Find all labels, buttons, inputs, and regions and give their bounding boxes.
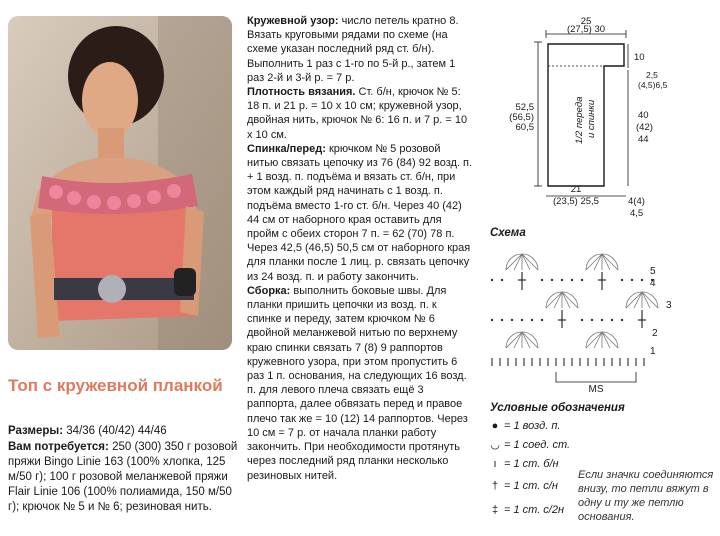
dim-total: 52,5 [515,102,534,113]
dim-armhole-last: 4,5 [630,208,644,219]
single-crochet-icon: ı [493,458,497,470]
instruction-label: Кружевной узор: [247,15,339,27]
materials-block [8,440,242,515]
legend-item [488,420,560,432]
instruction-paragraph [247,85,473,142]
pattern-label-1: 1/2 переда [574,96,585,144]
fan-row-3 [546,292,658,308]
treble-crochet-icon: ‡ [491,504,499,516]
legend-text: = 1 соед. ст. [504,439,571,451]
fan-row-5 [506,254,618,270]
pattern-label-2: и спинки [586,99,597,138]
base-row [492,358,644,366]
legend-text: = 1 ст. с/2н [504,504,565,516]
row-number: 3 [666,300,672,311]
legend-note: Если значки соединяются внизу, то петли вяжут в одну и ту же петлю основания. [578,469,714,523]
schema-label: Схема [490,227,526,239]
dim-bottom-sizes: (23,5) 25,5 [553,196,599,207]
legend-title: Условные обозначения [490,402,625,414]
stitch-chart [478,240,718,400]
legend-item [488,480,558,492]
slip-stitch-icon: ◡ [490,439,500,451]
dim-notch: 2,5 [646,70,658,80]
legend-text: = 1 возд. п. [504,420,561,432]
legend-item [488,458,559,470]
dim-top: 25 [580,16,592,27]
dim-armhole: 4(4) [628,196,645,207]
instruction-paragraph [247,142,473,284]
chain-row-4 [491,279,653,281]
dim-bottom: 21 [570,184,582,195]
dim-total-last: 60,5 [515,122,534,133]
instruction-text: крючком № 5 розовой нитью связать цепочку из 76 (84) 92 возд. п. + 1 возд. п. подъёма и вязать ст. б/н, при этом каждый ряд начинать с 1 возд. п. подъёма вместо 1-го ст. б/н. Через 40 (42) 44 см от наборного края оставить для пройм с обеих сторон 7 п. = 62 (70) 78 п. Через 42,5 (46,5) 50,5 см от наборного края для планки после 1 лиц. р. связать цепочку из 24 возд. п. и работу закончить. [247,142,473,283]
model-photo [8,16,232,350]
instruction-label: Сборка: [247,284,291,297]
instruction-paragraph [247,284,473,483]
legend-item [488,504,564,516]
legend-text: = 1 ст. б/н [504,458,559,470]
legend-text: = 1 ст. с/н [504,480,558,492]
dim-notch-sizes: (4,5)6,5 [638,80,668,90]
sizes-value: 34/36 (40/42) 44/46 [66,425,167,437]
instruction-text: число петель кратно 8. Вязать круговыми рядами по схеме (на схеме указан последний ряд ст. б/н). Выполнить 1 раз с 1-го по 5-й р., затем 1 раз 2-й и 3-й р. = 7 р. [247,15,459,84]
chain-row-2 [491,319,623,321]
repeat-label: MS [588,384,604,395]
row-number: 1 [650,346,656,357]
instruction-paragraph [247,14,473,85]
dim-side-last: 44 [638,134,649,145]
materials-text: 250 (300) 350 г розовой пряжи Bingo Linie 163 (100% хлопка, 125 м/50 г); 100 г розовой меланжевой пряжи Flair Linie 106 (100% полиамида, 150 м/50 г); крючок № 5 и № 6; резиновая нить. [8,441,238,513]
sizes-line [8,424,240,439]
page-title: Топ с кружевной планкой [8,376,223,395]
row-number: 4 [650,278,656,289]
instruction-text: Ст. б/н, крючок № 5: 18 п. и 21 р. = 10 х 10 см; кружевной узор, двойная нить, крючок № 6: 16 п. и 7 р. = 10 х 10 см. [247,86,468,141]
fan-row-1 [506,332,618,348]
instructions [247,14,473,483]
instruction-label: Плотность вязания. [247,86,356,99]
pattern-diagram [478,10,718,222]
row-number: 5 [650,266,656,277]
instruction-text: выполнить боковые швы. Для планки пришить цепочки из возд. п. к спинке и переду, затем крючком № 6 двойной меланжевой нитью по верхнему краю спинки связать 7 (8) 9 раппортов кружевного узора, при этом пропустить 6 раз 1 п. основания, на следующих 16 возд. п. для левого плеча связать ещё 3 раппорта, далее обвязать перед и правое плечо так же = 10 (12) 14 раппортов. Через 10 см = 7 р. от начала планки работу закончить. При необходимости протянуть через последний ряд планки несколько резиновых нитей. [247,284,468,482]
row-number: 2 [652,328,658,339]
legend-item [488,438,570,451]
dim-top-sizes: (27,5) 30 [566,24,606,35]
double-crochet-icon: † [491,480,499,492]
dim-side-sizes: (42) [636,122,653,133]
instruction-label: Спинка/перед: [247,142,326,155]
sizes-label: Размеры: [8,425,64,437]
dim-total-sizes: (56,5) [509,112,534,123]
dim-side: 40 [638,110,649,121]
dim-strap: 10 [634,52,645,63]
chain-stitch-icon: ● [491,420,499,432]
materials-label: Вам потребуется: [8,441,109,453]
